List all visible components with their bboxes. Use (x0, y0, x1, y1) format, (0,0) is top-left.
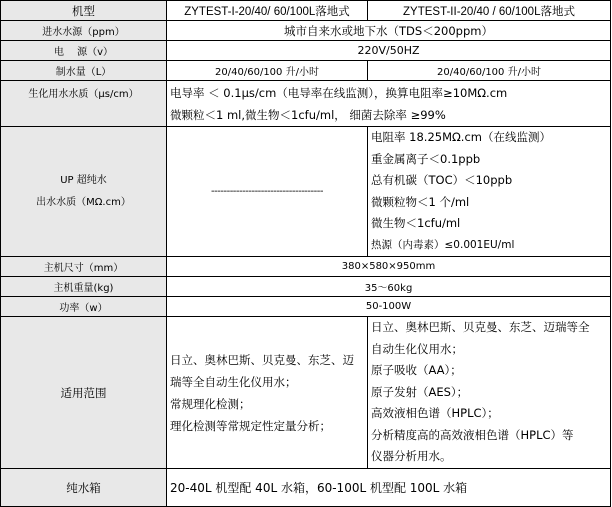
scope-line: 分析精度高的高效液相色谱（HPLC）等 (371, 427, 574, 442)
scope-line: 仪器分析用水。 (371, 449, 452, 464)
scope-line: 瑞等全自动生化仪用水； (170, 374, 297, 389)
up-value-1: ------------------------------------ (167, 127, 368, 257)
source-label: 进水水源（ppm） (1, 21, 167, 41)
scope-row (1, 317, 611, 469)
output-value-2: 20/40/60/100 升/小时 (368, 61, 611, 81)
up-spec-line: 微生物＜1cfu/ml (371, 216, 461, 230)
biochem-line: 微颗粒＜1 ml,微生物＜1cfu/ml， 细菌去除率 ≥99% (170, 107, 446, 122)
output-label: 制水量（L） (1, 61, 167, 81)
size-value: 380×580×950mm (167, 257, 611, 277)
up-label (1, 127, 167, 257)
power-source-label: 电 源（v） (1, 41, 167, 61)
scope-line: 高效液相色谱（HPLC）； (371, 406, 499, 421)
scope-line: 日立、奥林巴斯、贝克曼、东芝、迈 (170, 352, 354, 367)
tank-row (1, 469, 611, 507)
scope-value-1 (167, 317, 368, 469)
source-value: 城市自来水或地下水（TDS＜200ppm） (167, 21, 611, 41)
weight-value: 35～60kg (167, 277, 611, 297)
up-spec-line: 微颗粒物＜1 个/ml (371, 194, 470, 209)
biochem-row (1, 81, 611, 127)
scope-line: 原子吸收（AA）； (371, 363, 462, 378)
size-label: 主机尺寸（mm） (1, 257, 167, 277)
weight-row (1, 277, 611, 297)
tank-label: 纯水箱 (1, 469, 167, 507)
weight-label: 主机重量(kg) (1, 277, 167, 297)
scope-line: 自动生化仪用水； (371, 341, 463, 356)
scope-value-2 (368, 317, 611, 469)
power-source-row (1, 41, 611, 61)
up-spec-line: 重金属离子＜0.1ppb (371, 151, 481, 166)
power-source-value: 220V/50HZ (167, 41, 611, 61)
header-row (1, 1, 611, 21)
size-row (1, 257, 611, 277)
scope-line: 原子发射（AES）； (371, 384, 469, 399)
output-row (1, 61, 611, 81)
up-spec-line: 电阻率 18.25MΩ.cm（在线监测） (371, 130, 551, 144)
model-2-header: ZYTEST-II-20/40 / 60/100L落地式 (368, 1, 611, 21)
tank-value: 20-40L 机型配 40L 水箱，60-100L 机型配 100L 水箱 (167, 469, 611, 507)
scope-line: 日立、奥林巴斯、贝克曼、东芝、迈瑞等全 (371, 320, 590, 335)
up-label-line: UP 超纯水 (60, 174, 107, 186)
power-label: 功率（w） (1, 297, 167, 317)
up-spec-line: 热源（内毒素）≤0.001EU/ml (371, 238, 515, 251)
up-spec-line: 总有机碳（TOC）＜10ppb (371, 173, 513, 187)
biochem-line: 电导率 ＜ 0.1μs/cm（电导率在线监测），换算电阻率≥10MΩ.cm (170, 85, 508, 100)
biochem-label: 生化用水水质（μs/cm） (1, 81, 167, 127)
scope-label: 适用范围 (1, 317, 167, 469)
output-value-1: 20/40/60/100 升/小时 (167, 61, 368, 81)
up-value-2 (368, 127, 611, 257)
scope-line: 理化检测等常规定性定量分析； (170, 418, 331, 433)
power-value: 50-100W (167, 297, 611, 317)
up-label-line: 出水水质（MΩ.cm） (36, 196, 131, 208)
up-row (1, 127, 611, 257)
header-label: 机型 (1, 1, 167, 21)
model-1-header: ZYTEST-I-20/40/ 60/100L落地式 (167, 1, 368, 21)
biochem-value (167, 81, 611, 127)
scope-line: 常规理化检测； (170, 396, 251, 411)
source-row (1, 21, 611, 41)
power-row (1, 297, 611, 317)
